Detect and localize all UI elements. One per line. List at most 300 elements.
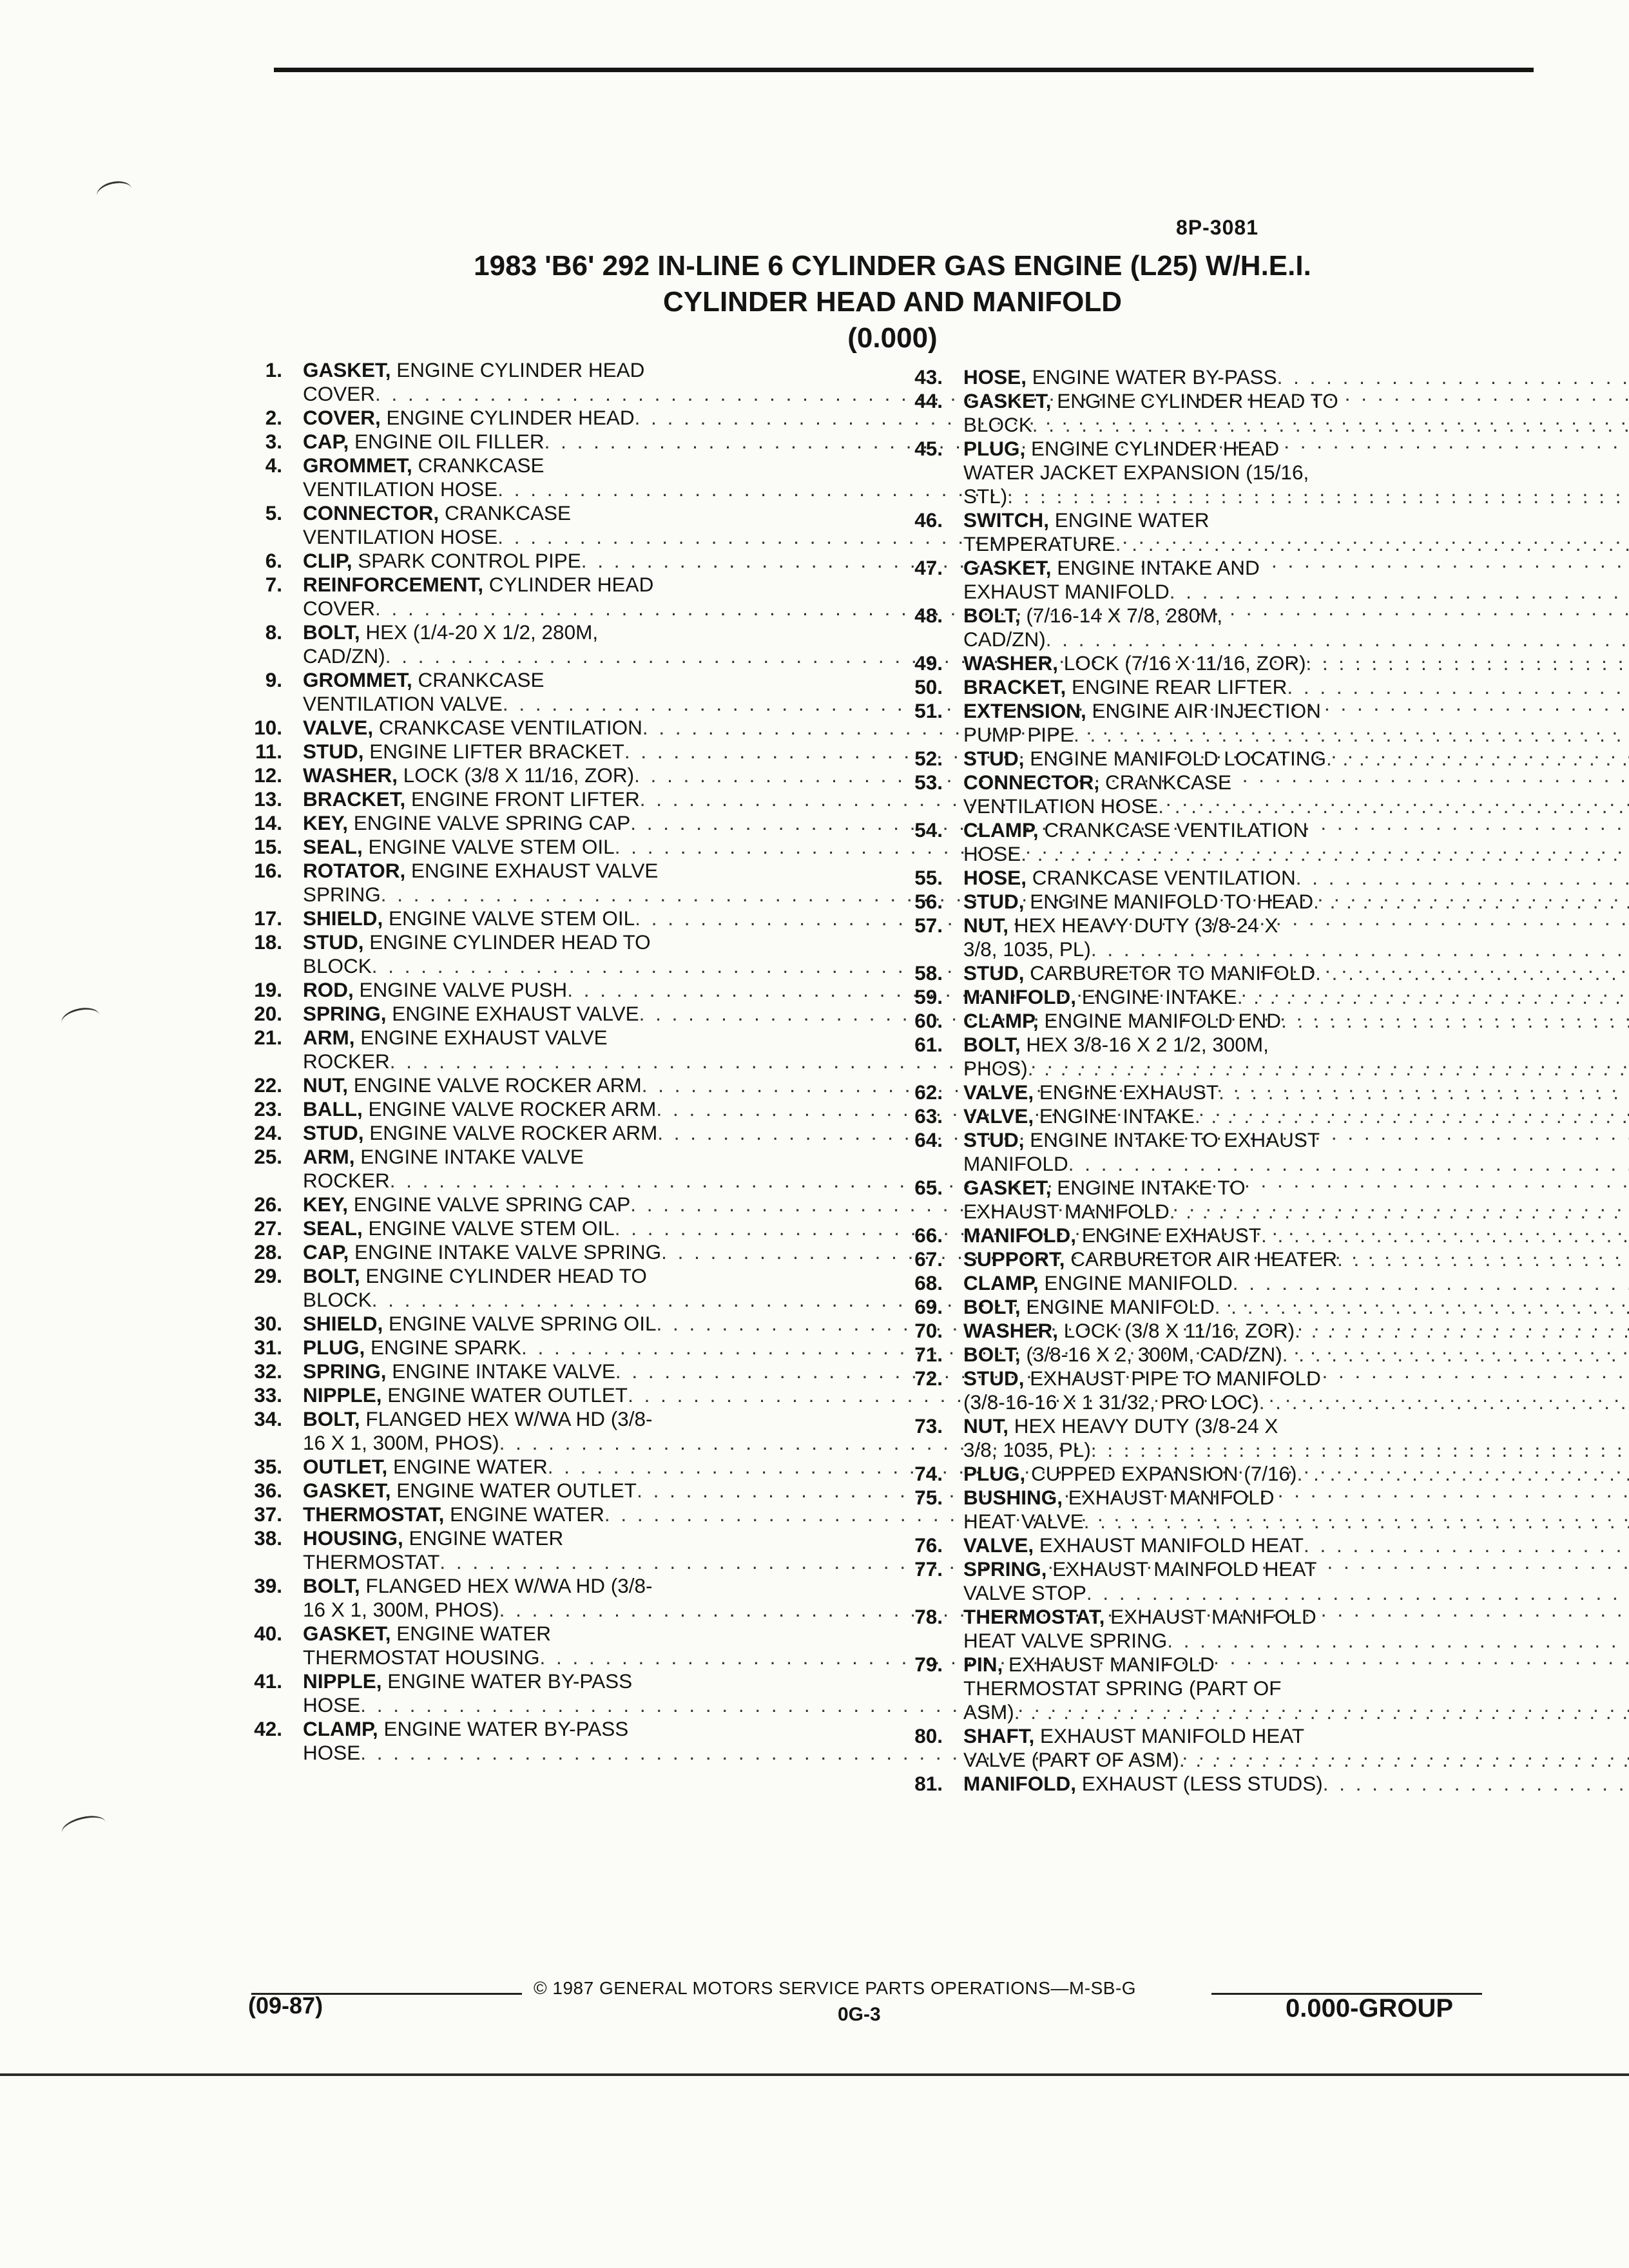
part-name: BRACKET,	[963, 675, 1066, 698]
part-number: 73.	[914, 1414, 943, 1437]
part-entry	[238, 668, 867, 716]
part-detail: ENGINE WATER OUTLET	[390, 1479, 637, 1502]
part-detail: ENGINE WATER	[1048, 508, 1210, 532]
dot-leader	[1086, 1581, 1629, 1605]
dot-leader	[1281, 1009, 1629, 1033]
part-name: PLUG,	[303, 1336, 365, 1359]
description-line	[963, 818, 1629, 842]
part-entry	[238, 835, 867, 859]
part-description	[963, 1343, 1629, 1367]
description-line	[963, 1295, 1629, 1319]
part-description	[963, 985, 1629, 1009]
part-number: 10.	[254, 716, 282, 739]
description-line	[963, 628, 1629, 651]
part-number: 26.	[254, 1193, 282, 1216]
part-number: 43.	[914, 365, 943, 389]
part-entry	[899, 1724, 1527, 1772]
part-detail: EXHAUST (LESS STUDS)	[1075, 1772, 1323, 1795]
part-number: 31.	[254, 1336, 282, 1359]
part-name: GASKET,	[303, 1479, 391, 1502]
part-number: 57.	[914, 914, 943, 937]
part-entry	[899, 1104, 1527, 1128]
part-detail: CRANKCASE VENTILATION	[373, 716, 642, 739]
part-name: SPRING,	[303, 1002, 387, 1025]
part-entry	[899, 699, 1527, 747]
part-entry	[238, 1216, 867, 1240]
part-detail: CAD/ZN)	[963, 628, 1046, 651]
part-detail: ENGINE CYLINDER HEAD TO	[360, 1264, 647, 1287]
part-number: 3.	[265, 430, 282, 453]
part-number: 42.	[254, 1717, 282, 1740]
part-detail: ENGINE INTAKE VALVE	[386, 1360, 615, 1383]
part-name: STUD,	[963, 747, 1025, 770]
part-name: GASKET,	[963, 389, 1052, 412]
parts-list-left	[238, 358, 867, 1765]
part-number: 38.	[254, 1526, 282, 1550]
part-number: 66.	[914, 1224, 943, 1247]
part-name: STUD,	[963, 1367, 1025, 1390]
part-name: KEY,	[303, 1193, 349, 1216]
part-entry	[238, 620, 867, 668]
description-line	[963, 1057, 1629, 1081]
part-name: BOLT,	[963, 604, 1021, 627]
part-entry	[238, 1669, 867, 1717]
part-name: SPRING,	[963, 1557, 1047, 1581]
dot-leader	[1313, 890, 1629, 914]
part-detail: EXHAUST MANIFOLD	[963, 580, 1170, 603]
part-name: VALVE,	[963, 1104, 1034, 1128]
part-number: 64.	[914, 1128, 943, 1151]
part-detail: HOSE	[303, 1693, 361, 1716]
part-detail: ENGINE INTAKE	[1075, 985, 1237, 1008]
description-line	[963, 842, 1629, 866]
part-name: CLAMP,	[963, 1271, 1039, 1294]
part-number: 30.	[254, 1312, 282, 1335]
part-name: CONNECTOR,	[963, 771, 1100, 794]
part-detail: HEX HEAVY DUTY (3/8-24 X	[1008, 1414, 1278, 1437]
part-detail: ENGINE AIR INJECTION	[1086, 699, 1321, 722]
part-description	[963, 1128, 1629, 1176]
part-entry	[899, 1295, 1527, 1319]
part-number: 15.	[254, 835, 282, 858]
dot-leader	[1074, 723, 1629, 747]
description-line	[963, 1128, 1629, 1152]
dot-leader	[1167, 1629, 1629, 1653]
part-number: 23.	[254, 1097, 282, 1120]
part-entry	[899, 961, 1527, 985]
part-name: CLAMP,	[303, 1717, 378, 1740]
part-detail: THERMOSTAT HOUSING	[303, 1646, 540, 1669]
part-name: VALVE,	[963, 1081, 1034, 1104]
part-number: 25.	[254, 1145, 282, 1168]
part-detail: PUMP PIPE	[963, 723, 1074, 746]
part-detail: 3/8, 1035, PL)	[963, 1438, 1091, 1461]
part-name: MANIFOLD,	[963, 985, 1076, 1008]
part-detail: ENGINE VALVE ROCKER ARM	[363, 1121, 658, 1144]
part-detail: HEAT VALVE SPRING	[963, 1629, 1168, 1652]
part-name: BOLT,	[963, 1033, 1021, 1056]
part-name: CLAMP,	[963, 818, 1039, 841]
part-entry	[899, 389, 1527, 437]
description-line	[963, 413, 1629, 437]
description-line	[963, 485, 1629, 508]
part-entry	[899, 675, 1527, 699]
part-number: 69.	[914, 1295, 943, 1318]
part-number: 12.	[254, 764, 282, 787]
part-detail: ENGINE MANIFOLD END	[1038, 1009, 1281, 1032]
part-detail: 16 X 1, 300M, PHOS)	[303, 1598, 499, 1621]
part-number: 40.	[254, 1622, 282, 1645]
document-number: 8P-3081	[1176, 216, 1258, 239]
dot-leader	[1014, 1700, 1629, 1724]
part-description	[963, 389, 1629, 437]
part-entry	[238, 1574, 867, 1622]
dot-leader	[1028, 1057, 1629, 1081]
part-name: SPRING,	[303, 1360, 387, 1383]
part-entry	[899, 1247, 1527, 1271]
dot-leader	[1277, 365, 1629, 389]
part-detail: HEX (1/4-20 X 1/2, 280M,	[360, 620, 599, 644]
part-description	[963, 1367, 1629, 1414]
part-entry	[238, 1002, 867, 1026]
part-description	[963, 1009, 1629, 1033]
part-entry	[238, 1026, 867, 1073]
part-name: WASHER,	[963, 1319, 1059, 1342]
part-name: KEY,	[303, 811, 349, 834]
part-detail: ENGINE VALVE STEM OIL	[362, 835, 615, 858]
dot-leader	[1261, 1224, 1629, 1247]
description-line	[963, 1081, 1629, 1104]
part-name: BOLT,	[963, 1295, 1021, 1318]
part-entry	[899, 985, 1527, 1009]
description-line	[963, 771, 1629, 794]
part-detail: CRANKCASE	[1099, 771, 1231, 794]
part-description	[963, 1772, 1629, 1796]
part-detail: ENGINE CYLINDER HEAD TO	[1051, 389, 1338, 412]
part-entry	[899, 1557, 1527, 1605]
part-description	[963, 1533, 1629, 1557]
part-detail: HOSE	[963, 842, 1021, 865]
part-description	[963, 1081, 1629, 1104]
part-description	[963, 1462, 1629, 1486]
part-entry	[899, 1128, 1527, 1176]
part-detail: ROCKER	[303, 1169, 390, 1192]
part-number: 74.	[914, 1462, 943, 1485]
part-detail: ENGINE WATER BY-PASS	[381, 1669, 633, 1693]
part-detail: ENGINE WATER	[390, 1622, 552, 1645]
part-number: 71.	[914, 1343, 943, 1366]
part-name: BRACKET,	[303, 787, 406, 811]
part-detail: ENGINE MANIFOLD	[1038, 1271, 1233, 1294]
part-name: OUTLET,	[303, 1455, 388, 1478]
part-number: 54.	[914, 818, 943, 841]
hole-punch-mark	[59, 1812, 108, 1843]
part-detail: ENGINE WATER OUTLET	[381, 1383, 628, 1407]
part-detail: EXHAUST MAINFOLD HEAT	[1046, 1557, 1317, 1581]
part-description	[963, 1104, 1629, 1128]
part-detail: ENGINE FRONT LIFTER	[405, 787, 640, 811]
part-number: 79.	[914, 1653, 943, 1676]
description-line	[963, 508, 1629, 532]
part-description	[963, 437, 1629, 508]
part-number: 28.	[254, 1240, 282, 1264]
part-detail: VENTILATION HOSE	[303, 477, 498, 501]
part-entry	[899, 1081, 1527, 1104]
part-detail: ENGINE INTAKE VALVE SPRING	[349, 1240, 662, 1264]
part-number: 21.	[254, 1026, 282, 1049]
part-detail: ENGINE VALVE PUSH	[353, 978, 568, 1001]
dot-leader	[1032, 413, 1629, 437]
part-name: BOLT,	[303, 1574, 360, 1597]
part-entry	[899, 818, 1527, 866]
part-entry	[238, 811, 867, 835]
part-number: 32.	[254, 1360, 282, 1383]
part-detail: EXHAUST MANIFOLD	[1063, 1486, 1275, 1509]
part-number: 44.	[914, 389, 943, 412]
part-number: 33.	[254, 1383, 282, 1407]
part-number: 62.	[914, 1081, 943, 1104]
dot-leader	[1297, 1462, 1629, 1486]
dot-leader	[1337, 1247, 1629, 1271]
part-entry	[238, 1145, 867, 1193]
part-entry	[238, 406, 867, 430]
part-description	[963, 1486, 1629, 1533]
description-line	[963, 1700, 1629, 1724]
page-title	[361, 248, 1424, 356]
description-line	[963, 532, 1629, 556]
dot-leader	[1287, 675, 1629, 699]
part-detail: CARBURETOR AIR HEATER	[1065, 1247, 1337, 1271]
part-number: 67.	[914, 1247, 943, 1271]
part-name: VALVE,	[303, 716, 374, 739]
description-line	[963, 1247, 1629, 1271]
part-detail: EXHAUST MANIFOLD HEAT	[1034, 1533, 1304, 1557]
part-number: 27.	[254, 1216, 282, 1240]
part-entry	[899, 604, 1527, 651]
part-entry	[238, 454, 867, 501]
part-name: HOSE,	[963, 866, 1027, 889]
part-description	[963, 1724, 1629, 1772]
part-entry	[238, 716, 867, 740]
part-description	[963, 1653, 1629, 1724]
part-detail: CYLINDER HEAD	[483, 573, 654, 596]
part-name: ARM,	[303, 1145, 355, 1168]
part-name: ROTATOR,	[303, 859, 406, 882]
part-name: CAP,	[303, 1240, 349, 1264]
part-entry	[238, 1407, 867, 1455]
part-number: 59.	[914, 985, 943, 1008]
part-name: SUPPORT,	[963, 1247, 1065, 1271]
part-description	[963, 890, 1629, 914]
part-detail: CRANKCASE VENTILATION	[1038, 818, 1308, 841]
part-entry	[899, 1486, 1527, 1533]
part-name: SHIELD,	[303, 907, 383, 930]
part-entry	[238, 430, 867, 454]
part-detail: ENGINE VALVE STEM OIL	[362, 1216, 615, 1240]
part-description	[963, 1247, 1629, 1271]
dot-leader	[1170, 580, 1629, 604]
description-line	[963, 1200, 1629, 1224]
part-description	[963, 365, 1629, 389]
part-entry	[238, 764, 867, 787]
description-line	[963, 365, 1629, 389]
part-detail: ENGINE EXHAUST VALVE	[354, 1026, 608, 1049]
part-number: 34.	[254, 1407, 282, 1430]
description-line	[963, 747, 1629, 771]
description-line	[963, 604, 1629, 628]
part-number: 1.	[265, 358, 282, 381]
part-entry	[238, 1622, 867, 1669]
part-detail: ENGINE VALVE SPRING CAP	[348, 811, 631, 834]
dot-leader	[1233, 1271, 1629, 1295]
part-detail: ENGINE WATER BY-PASS	[378, 1717, 629, 1740]
description-line	[963, 699, 1629, 723]
part-detail: CARBURETOR TO MANIFOLD	[1024, 961, 1316, 985]
part-entry	[238, 573, 867, 620]
part-entry	[238, 1121, 867, 1145]
part-description	[963, 1176, 1629, 1224]
part-detail: ENGINE CYLINDER HEAD TO	[363, 930, 651, 954]
part-name: SHIELD,	[303, 1312, 383, 1335]
part-entry	[238, 978, 867, 1002]
part-name: CLIP,	[303, 549, 352, 572]
part-number: 60.	[914, 1009, 943, 1032]
part-number: 22.	[254, 1073, 282, 1097]
part-detail: CRANKCASE	[439, 501, 571, 524]
part-number: 5.	[265, 501, 282, 524]
part-name: HOSE,	[963, 365, 1027, 389]
part-number: 36.	[254, 1479, 282, 1502]
part-name: MANIFOLD,	[963, 1224, 1076, 1247]
part-entry	[899, 771, 1527, 818]
part-number: 29.	[254, 1264, 282, 1287]
part-detail: ENGINE INTAKE TO EXHAUST	[1024, 1128, 1320, 1151]
part-entry	[899, 556, 1527, 604]
dot-leader	[1295, 1319, 1629, 1343]
description-line	[963, 1677, 1629, 1700]
part-detail: 16 X 1, 300M, PHOS)	[303, 1431, 499, 1454]
description-line	[963, 1033, 1629, 1057]
description-line	[963, 1390, 1629, 1414]
part-description	[963, 1557, 1629, 1605]
part-number: 76.	[914, 1533, 943, 1557]
part-entry	[238, 1503, 867, 1526]
part-entry	[899, 866, 1527, 890]
part-description	[963, 651, 1629, 675]
part-detail: ENGINE LIFTER BRACKET	[363, 740, 624, 763]
part-number: 65.	[914, 1176, 943, 1199]
dot-leader	[1282, 1343, 1629, 1367]
part-detail: ENGINE MANIFOLD TO HEAD	[1024, 890, 1314, 913]
part-detail: ENGINE VALVE ROCKER ARM	[362, 1097, 657, 1120]
part-number: 45.	[914, 437, 943, 460]
part-detail: HOSE	[303, 1741, 361, 1764]
description-line	[963, 1581, 1629, 1605]
part-entry	[238, 907, 867, 930]
part-detail: ENGINE VALVE SPRING CAP	[348, 1193, 631, 1216]
description-line	[963, 937, 1629, 961]
part-description	[963, 604, 1629, 651]
part-number: 49.	[914, 651, 943, 675]
part-number: 11.	[255, 740, 282, 763]
part-entry	[238, 1717, 867, 1765]
part-number: 19.	[254, 978, 282, 1001]
dot-leader	[1046, 628, 1629, 651]
part-entry	[899, 1533, 1527, 1557]
part-number: 56.	[914, 890, 943, 913]
part-detail: ENGINE CYLINDER HEAD	[380, 406, 635, 429]
dot-leader	[1007, 485, 1629, 508]
part-name: SWITCH,	[963, 508, 1049, 532]
part-number: 37.	[254, 1503, 282, 1526]
part-entry	[899, 1271, 1527, 1295]
part-entry	[238, 1264, 867, 1312]
part-detail: EXHAUST PIPE TO MANIFOLD	[1024, 1367, 1321, 1390]
dot-leader	[1195, 1104, 1629, 1128]
part-entry	[899, 1176, 1527, 1224]
dot-leader	[1091, 1438, 1629, 1462]
part-description	[963, 675, 1629, 699]
description-line	[963, 1605, 1629, 1629]
part-number: 2.	[265, 406, 282, 429]
part-name: STUD,	[303, 740, 364, 763]
part-entry	[238, 787, 867, 811]
part-number: 17.	[254, 907, 282, 930]
part-entry	[899, 1772, 1527, 1796]
part-entry	[899, 1343, 1527, 1367]
description-line	[963, 1367, 1629, 1390]
part-number: 13.	[254, 787, 282, 811]
part-description	[963, 556, 1629, 604]
part-name: GROMMET,	[303, 668, 412, 691]
description-line	[963, 580, 1629, 604]
description-line	[963, 1343, 1629, 1367]
part-detail: ENGINE VALVE ROCKER ARM	[348, 1073, 642, 1097]
dot-leader	[1237, 985, 1629, 1009]
part-number: 50.	[914, 675, 943, 698]
part-detail: VENTILATION HOSE	[303, 525, 498, 548]
part-entry	[899, 890, 1527, 914]
part-detail: ENGINE EXHAUST	[1034, 1081, 1219, 1104]
part-entry	[899, 1414, 1527, 1462]
part-number: 53.	[914, 771, 943, 794]
part-detail: ENGINE EXHAUST	[1075, 1224, 1262, 1247]
part-detail: MANIFOLD	[963, 1152, 1068, 1175]
part-number: 16.	[254, 859, 282, 882]
part-name: BALL,	[303, 1097, 363, 1120]
part-detail: VENTILATION HOSE	[963, 794, 1159, 818]
part-entry	[238, 1336, 867, 1360]
part-name: ARM,	[303, 1026, 355, 1049]
revision-date: (09-87)	[248, 1992, 323, 2019]
part-number: 14.	[254, 811, 282, 834]
part-detail: SPARK CONTROL PIPE	[352, 549, 581, 572]
part-description	[963, 508, 1629, 556]
description-line	[963, 961, 1629, 985]
part-entry	[899, 1462, 1527, 1486]
group-number: 0.000-GROUP	[1286, 1994, 1454, 2023]
description-line	[963, 914, 1629, 937]
part-number: 61.	[914, 1033, 943, 1056]
part-description	[963, 1224, 1629, 1247]
description-line	[963, 1557, 1629, 1581]
part-entry	[238, 1383, 867, 1407]
part-detail: ENGINE INTAKE VALVE	[354, 1145, 584, 1168]
description-line	[963, 1510, 1629, 1533]
part-detail: FLANGED HEX W/WA HD (3/8-	[360, 1574, 653, 1597]
description-line	[963, 1176, 1629, 1200]
description-line	[963, 1438, 1629, 1462]
